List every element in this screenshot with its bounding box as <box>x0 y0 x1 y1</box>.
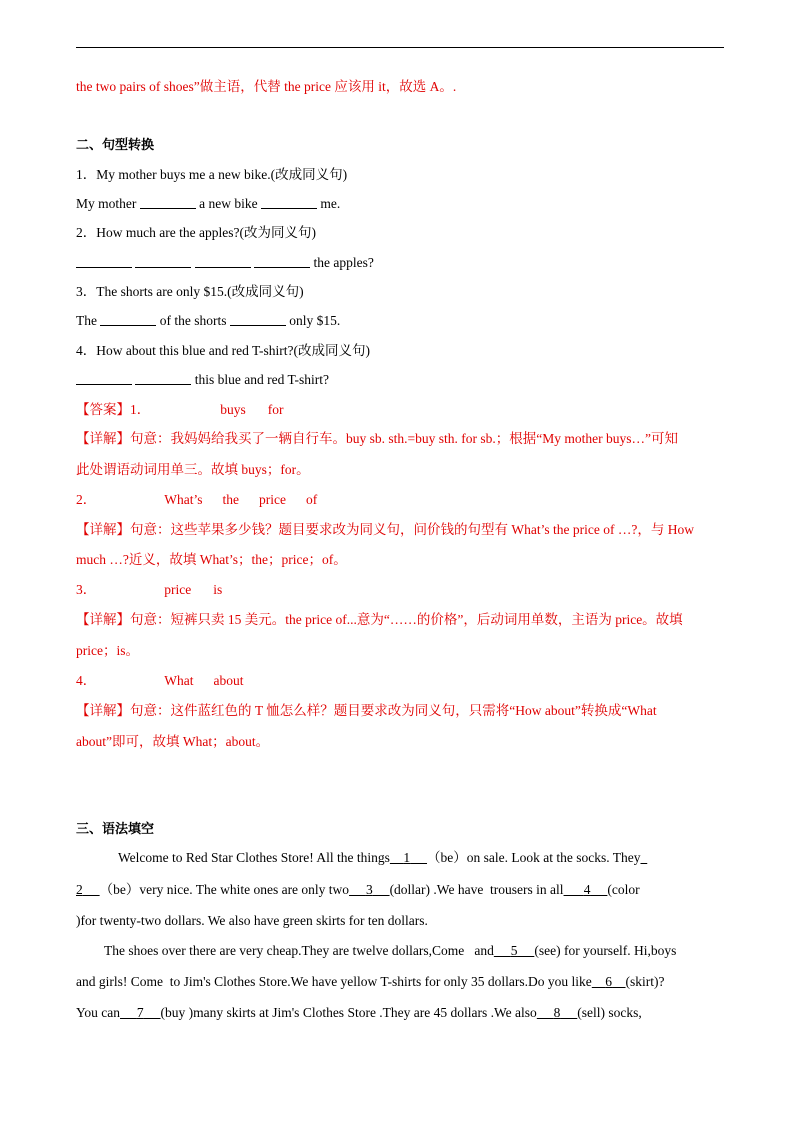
blank-8[interactable] <box>537 1005 578 1020</box>
para2-line2 <box>76 973 726 991</box>
blank-7[interactable] <box>120 1005 161 1020</box>
q3-fill-b: of the shorts <box>159 313 227 328</box>
answer-1a: buys <box>220 402 246 417</box>
blank-number: 3 <box>365 882 373 897</box>
para2-line1 <box>76 942 726 960</box>
blank-3[interactable] <box>349 882 390 897</box>
q4-number: 4． <box>76 343 97 358</box>
answer-4b: about <box>213 673 244 688</box>
answer-4-number: 4． <box>76 673 97 688</box>
q1-number: 1． <box>76 167 97 182</box>
header-rule <box>76 47 724 48</box>
answer-4 <box>76 672 726 690</box>
q1-fill-line <box>76 195 726 213</box>
question-3 <box>76 283 726 301</box>
answer-2a: What’s <box>164 492 203 507</box>
text: Welcome to Red Star Clothes Store! All the things <box>118 850 390 865</box>
text: (see) for yourself. Hi,boys <box>534 943 677 958</box>
q3-number: 3． <box>76 284 97 299</box>
blank-number: 4 <box>583 882 591 897</box>
top-note: the two pairs of shoes”做主语，代替 the price 应该用 it，故选 A。. <box>76 79 457 94</box>
answer-2d: of <box>305 492 318 507</box>
q3-fill-a: The <box>76 313 97 328</box>
q2-fill-end: the apples? <box>313 255 374 270</box>
blank[interactable] <box>135 371 191 385</box>
text: The shoes over there are very cheap.They are twelve dollars,Come and <box>104 943 494 958</box>
answer-1b: for <box>267 402 284 417</box>
detail-2-line2: much …?近义，故填 What’s；the；price；of。 <box>76 552 347 567</box>
text: (skirt)? <box>625 974 665 989</box>
text: (sell) socks, <box>577 1005 642 1020</box>
answer-1 <box>76 401 726 419</box>
blank-4[interactable] <box>564 882 608 897</box>
blank-2[interactable] <box>76 882 100 897</box>
blank[interactable] <box>140 195 196 209</box>
answer-2b: the <box>222 492 239 507</box>
text: （be）on sale. Look at the socks. They <box>427 850 641 865</box>
blank[interactable] <box>76 254 132 268</box>
para1-line3: )for twenty-two dollars. We also have green skirts for ten dollars. <box>76 913 428 928</box>
answer-label: 【答案】1． <box>76 402 151 417</box>
blank[interactable] <box>230 312 286 326</box>
blank-number: 8 <box>553 1005 561 1020</box>
question-1 <box>76 166 726 184</box>
q4-fill-line <box>76 371 726 389</box>
q1-fill-a: My mother <box>76 196 137 211</box>
answer-4a: What <box>164 673 194 688</box>
q4-text: How about this blue and red T-shirt?(改成同义句) <box>96 343 370 358</box>
para1-line2 <box>76 881 726 899</box>
blank-5[interactable] <box>494 943 535 958</box>
q2-number: 2． <box>76 225 97 240</box>
answer-2-number: 2． <box>76 492 97 507</box>
detail-2-line1: 【详解】句意：这些苹果多少钱？题目要求改为同义句，问价钱的句型有 What’s the price of …?，与 How <box>76 522 694 537</box>
answer-2c: price <box>259 492 286 507</box>
text: (dollar) .We have trousers in all <box>389 882 564 897</box>
detail-1-line1: 【详解】句意：我妈妈给我买了一辆自行车。buy sb. sth.=buy sth. for sb.；根据“My mother buys…”可知 <box>76 431 678 446</box>
detail-1-line2: 此处谓语动词用单三。故填 buys；for。 <box>76 462 310 477</box>
blank[interactable] <box>254 254 310 268</box>
para1-line1 <box>76 849 726 867</box>
answer-3-number: 3． <box>76 582 97 597</box>
blank[interactable] <box>261 195 317 209</box>
detail-4-line2: about”即可，故填 What；about。 <box>76 734 270 749</box>
text: （be）very nice. The white ones are only two <box>99 882 350 897</box>
blank[interactable] <box>135 254 191 268</box>
blank-number: 5 <box>510 943 518 958</box>
section3-heading: 三、语法填空 <box>76 822 155 837</box>
text: You can <box>76 1005 121 1020</box>
text: (buy )many skirts at Jim's Clothes Store .They are 45 dollars .We also <box>160 1005 537 1020</box>
blank[interactable] <box>76 371 132 385</box>
detail-3-line2: price；is。 <box>76 643 139 658</box>
detail-3-line1: 【详解】句意：短裤只卖 15 美元。the price of...意为“……的价格”，后动词用单数，主语为 price。故填 <box>76 612 683 627</box>
answer-3a: price <box>164 582 192 597</box>
blank-6[interactable] <box>592 974 626 989</box>
blank-2-start[interactable] <box>640 850 647 865</box>
para2-line3 <box>76 1004 726 1022</box>
blank[interactable] <box>100 312 156 326</box>
question-4 <box>76 342 726 360</box>
q1-fill-c: me. <box>320 196 341 211</box>
q4-fill-end: this blue and red T-shirt? <box>194 372 329 387</box>
detail-4-line1: 【详解】句意：这件蓝红色的 T 恤怎么样？题目要求改为同义句，只需将“How about”转换成“What <box>76 703 657 718</box>
blank-number: 2 <box>76 882 83 897</box>
answer-3b: is <box>213 582 223 597</box>
question-2 <box>76 224 726 242</box>
q2-fill-line <box>76 254 726 272</box>
q3-fill-c: only $15. <box>289 313 341 328</box>
text: and girls! Come to Jim's Clothes Store.We have yellow T-shirts for only 35 dollars.Do you like <box>76 974 592 989</box>
q1-fill-b: a new bike <box>199 196 258 211</box>
blank[interactable] <box>195 254 251 268</box>
answer-3 <box>76 581 726 599</box>
q2-text: How much are the apples?(改为同义句) <box>96 225 316 240</box>
blank-number: 7 <box>136 1005 144 1020</box>
blank-number: 1 <box>403 850 411 865</box>
blank-1[interactable] <box>390 850 427 865</box>
q1-text: My mother buys me a new bike.(改成同义句) <box>96 167 348 182</box>
text: (color <box>607 882 640 897</box>
q3-fill-line <box>76 312 726 330</box>
q3-text: The shorts are only $15.(改成同义句) <box>96 284 304 299</box>
blank-number: 6 <box>605 974 613 989</box>
answer-2 <box>76 491 726 509</box>
section2-heading: 二、句型转换 <box>76 138 155 153</box>
